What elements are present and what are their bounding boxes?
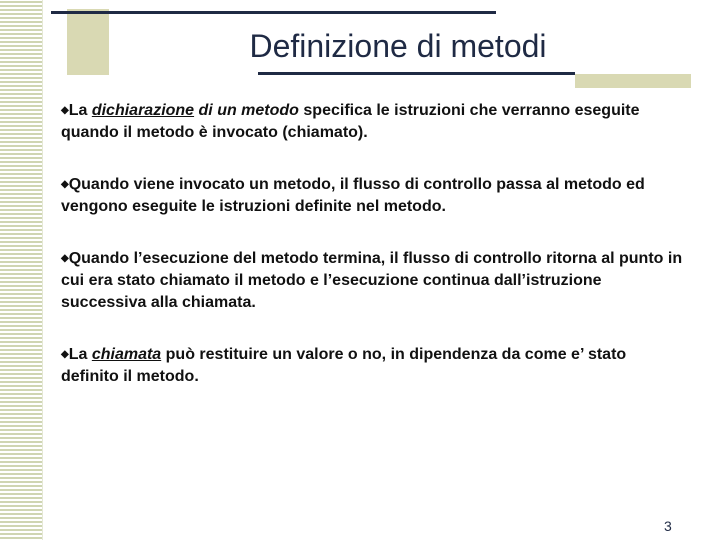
emphasis-di-un-metodo: di un metodo: [194, 102, 299, 119]
diamond-bullet-icon: ◆: [61, 179, 69, 190]
paragraph-text: può restituire un valore o no, in dipendenza da come e’ stato definito il metodo.: [61, 346, 627, 385]
bullet-paragraph-2: [61, 174, 683, 218]
diamond-bullet-icon: ◆: [61, 349, 69, 360]
bullet-paragraph-1: [61, 100, 683, 144]
paragraph-text: Quando l’esecuzione del metodo termina, il flusso di controllo ritorna al punto in cui era stato chiamato il metodo e l’esecuzione continua dall’istruzione successiva alla chiamata.: [61, 250, 683, 311]
diamond-bullet-icon: ◆: [61, 253, 69, 264]
bullet-paragraph-4: [61, 344, 683, 388]
diamond-bullet-icon: ◆: [61, 105, 69, 116]
slide-content: [61, 100, 683, 388]
paragraph-text: specifica le istruzioni che verranno eseguite quando il metodo è invocato (chiamato).: [61, 102, 640, 141]
emphasis-term-chiamata: chiamata: [91, 346, 162, 363]
page-number: 3: [664, 518, 672, 534]
decorative-top-line: [51, 11, 496, 14]
paragraph-text: La: [68, 346, 92, 363]
paragraph-text: La: [68, 102, 92, 119]
decorative-bottom-line: [258, 72, 575, 75]
bullet-paragraph-3: [61, 248, 683, 314]
slide-title: Definizione di metodi: [249, 28, 547, 64]
paragraph-text: Quando viene invocato un metodo, il flusso di controllo passa al metodo ed vengono eseguite le istruzioni definite nel metodo.: [61, 176, 645, 215]
emphasis-term-dichiarazione: dichiarazione: [91, 102, 195, 119]
side-border-edge: [42, 0, 43, 540]
decorative-right-block: [575, 74, 691, 88]
decorative-square: [67, 9, 109, 75]
striped-side-border: [0, 0, 42, 540]
